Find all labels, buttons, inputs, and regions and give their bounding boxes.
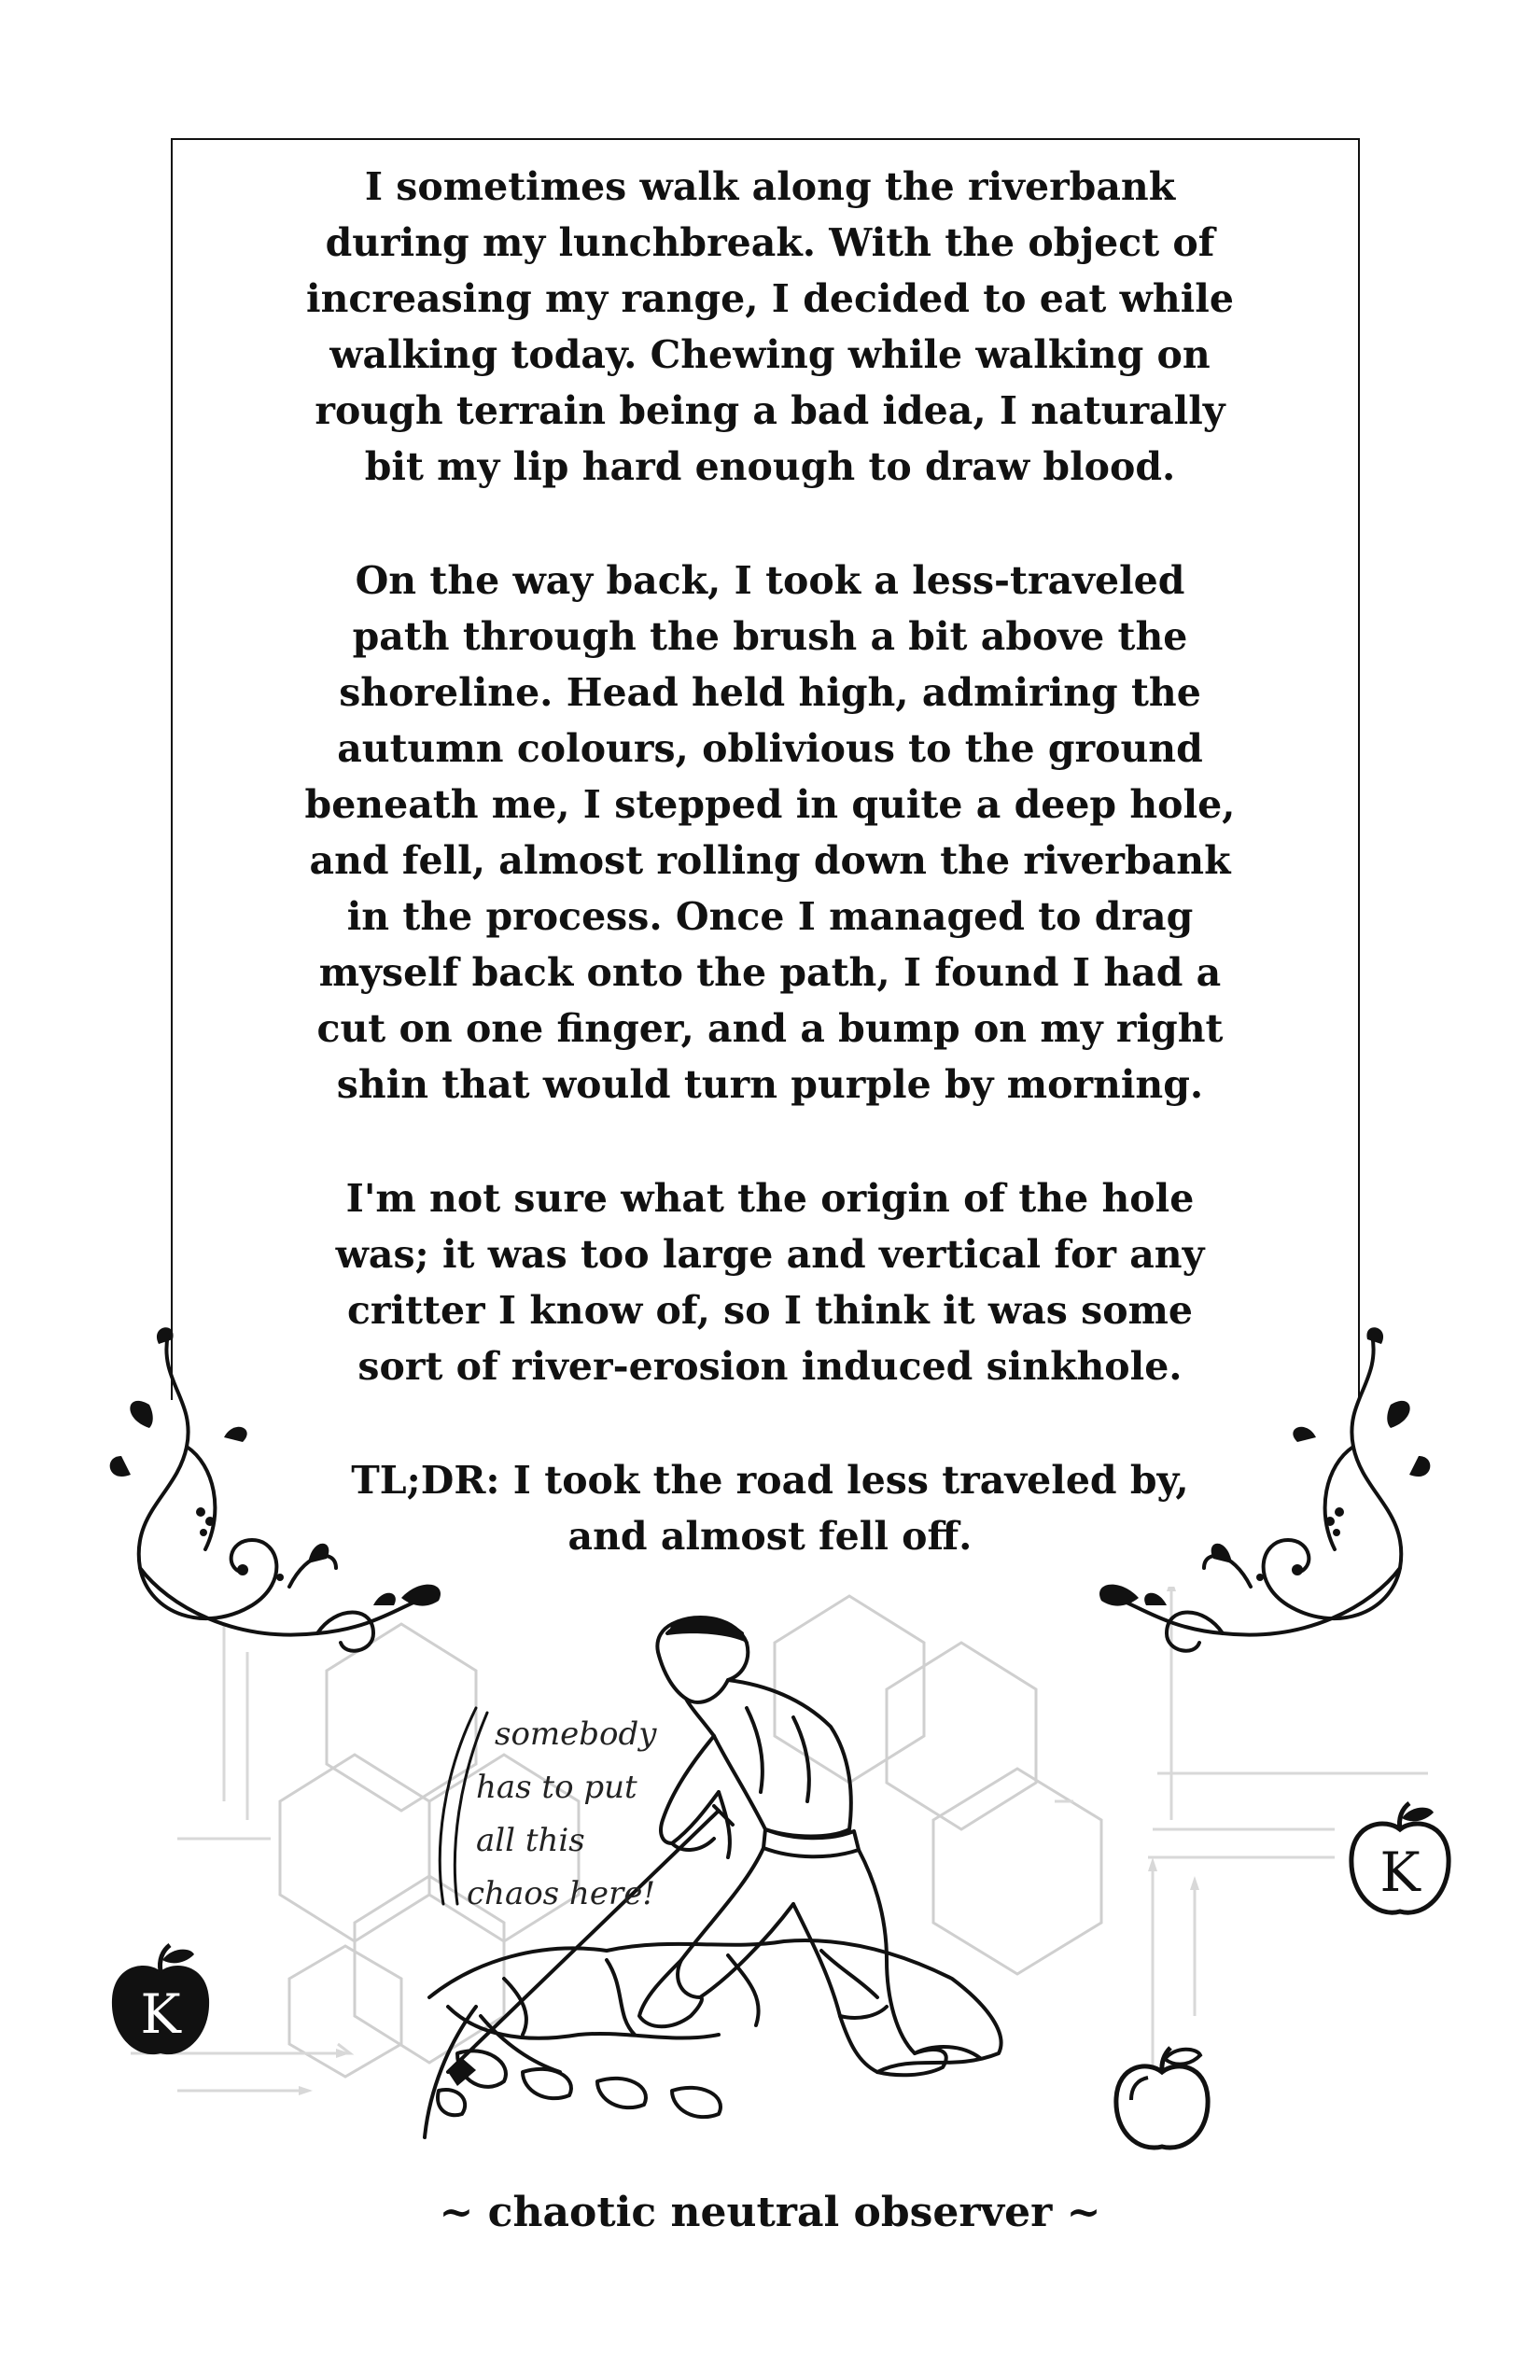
speech-line-2: has to put bbox=[476, 1769, 637, 1806]
story-paragraph-1: I sometimes walk along the riverbank during my lunchbreak. With the object of increasing my range, I decided to eat while walking today. Chewing while walking on rough terrain being a bad idea, I naturally bit my lip hard enough to draw blood. bbox=[306, 164, 1234, 489]
speech-text bbox=[467, 1708, 709, 1921]
speech-line-4: chaos here! bbox=[467, 1875, 655, 1912]
svg-text:K: K bbox=[1379, 1841, 1421, 1904]
speech-line-3: all this bbox=[476, 1822, 585, 1859]
apple-k-logo-outline-icon bbox=[1344, 1801, 1456, 1923]
story-paragraph-4: TL;DR: I took the road less traveled by, and almost fell off. bbox=[351, 1458, 1189, 1559]
story-paragraph-2: On the way back, I took a less-traveled path through the brush a bit above the shoreline. Head held high, admiring the autumn colours, oblivious to the ground beneath me, I stepped in quite a deep hole, and fell, almost rolling down the riverbank in the process. Once I managed to drag myself back onto the path, I found I had a cut on one finger, and a bump on my right shin that would turn purple by morning. bbox=[304, 558, 1236, 1107]
floral-flourish-ornament-right bbox=[1092, 1325, 1447, 1680]
svg-text:K: K bbox=[140, 1982, 181, 2046]
signature: ~ chaotic neutral observer ~ bbox=[439, 2189, 1101, 2236]
story-paragraph-3: I'm not sure what the origin of the hole was; it was too large and vertical for any critter I know of, so I think it was some sort of river-erosion induced sinkhole. bbox=[335, 1176, 1205, 1389]
speech-line-1: somebody bbox=[495, 1715, 657, 1753]
apple-icon bbox=[1111, 2044, 1213, 2156]
apple-k-logo-icon bbox=[105, 1943, 217, 2065]
